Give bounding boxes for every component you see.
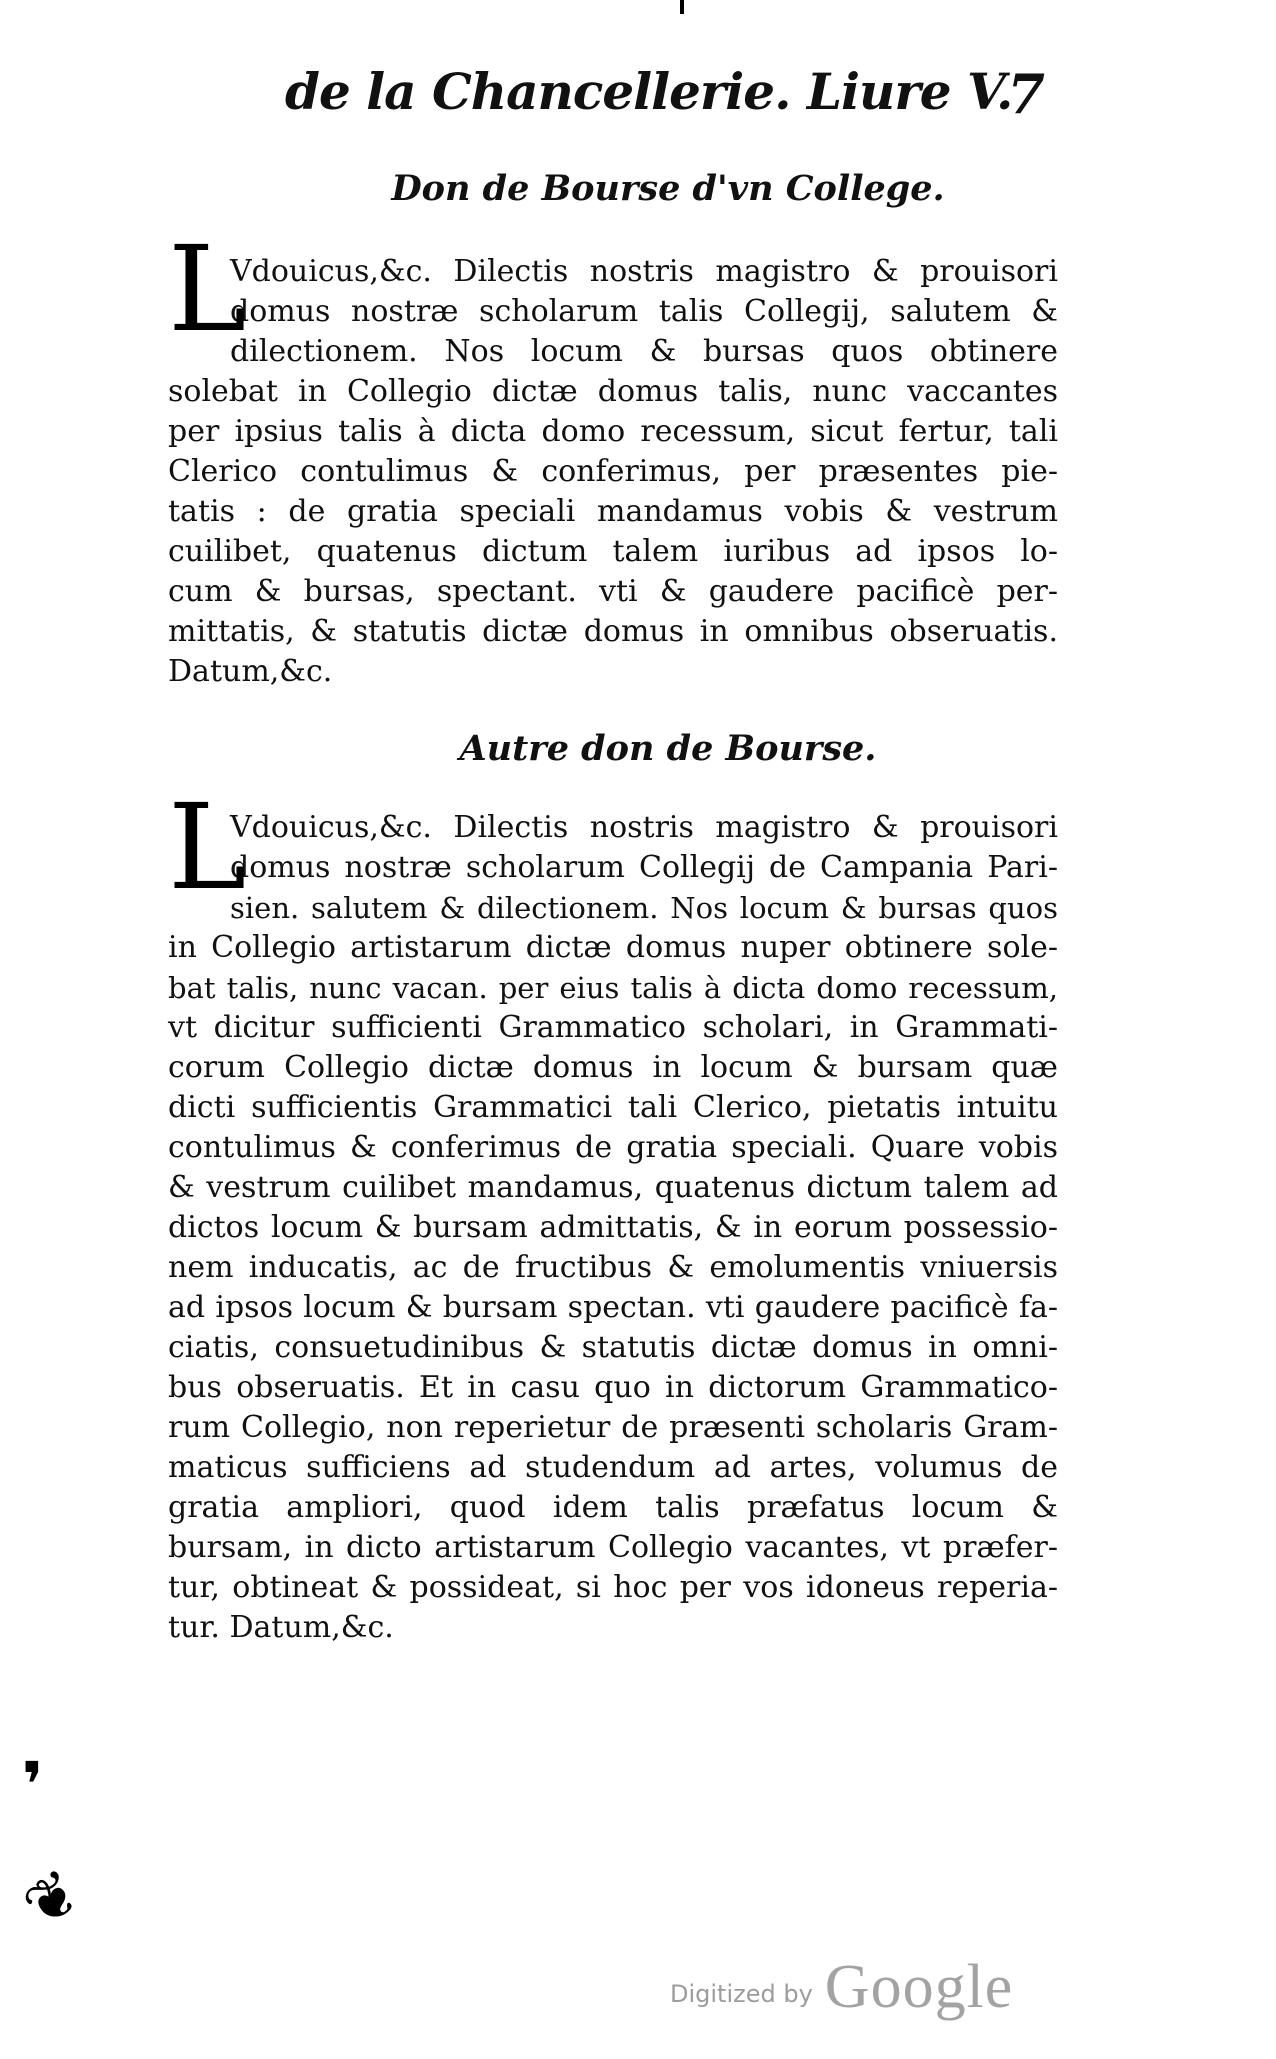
running-title: de la Chancellerie. Liure V. [285, 62, 1013, 121]
text-line: cuilibet, quatenus dictum talem iuribus ad ipsos lo- [168, 534, 1058, 569]
section-body [168, 220, 1058, 692]
text-line: gratia ampliori, quod idem talis præfatus locum & [168, 1490, 1058, 1525]
text-line: ciatis, consuetudinibus & statutis dictæ domus in omni- [168, 1330, 1058, 1365]
text-line: per ipsius talis à dicta domo recessum, sicut fertur, tali [168, 414, 1058, 449]
text-line: vt dicitur sufficienti Grammatico scholari, in Grammati- [168, 1010, 1058, 1045]
text-line: nem inducatis, ac de fructibus & emolumentis vniuersis [168, 1250, 1058, 1285]
text-line: contulimus & conferimus de gratia speciali. Quare vobis [168, 1130, 1058, 1165]
margin-ink-mark: ❦ [9, 1853, 95, 1944]
text-line: ad ipsos locum & bursam spectan. vti gaudere pacificè fa- [168, 1290, 1058, 1325]
text-line: tur, obtineat & possideat, si hoc per vos idoneus reperia- [168, 1570, 1058, 1605]
text-line: bursam, in dicto artistarum Collegio vacantes, vt præfer- [168, 1530, 1058, 1565]
text-line: maticus sufficiens ad studendum ad artes, volumus de [168, 1450, 1058, 1485]
text-line: in Collegio artistarum dictæ domus nuper obtinere sole- [168, 930, 1058, 965]
page-number: 7 [1007, 62, 1045, 126]
text-line: domus nostræ scholarum talis Collegij, salutem & [230, 294, 1058, 329]
text-line: tur. Datum,&c. [168, 1610, 394, 1645]
text-line: domus nostræ scholarum Collegij de Campania Pari- [230, 850, 1058, 885]
text-line: sien. salutem & dilectionem. Nos locum & bursas quos [230, 891, 1058, 925]
ink-mark [680, 0, 684, 14]
text-line: dilectionem. Nos locum & bursas quos obtinere [230, 334, 1058, 369]
text-line: cum & bursas, spectant. vti & gaudere pacificè per- [168, 574, 1058, 609]
running-header [285, 62, 1065, 142]
section-body [168, 778, 1058, 1648]
text-line: dicti sufficientis Grammatici tali Clerico, pietatis intuitu [168, 1090, 1058, 1125]
margin-ink-mark: ❜ [22, 1748, 44, 1821]
drop-cap: L [168, 220, 247, 358]
text-line: corum Collegio dictæ domus in locum & bursam quæ [168, 1050, 1058, 1085]
text-line: Clerico contulimus & conferimus, per præsentes pie- [168, 454, 1058, 489]
text-line: dictos locum & bursam admittatis, & in eorum possessio- [168, 1210, 1058, 1245]
text-line: bus obseruatis. Et in casu quo in dictorum Grammatico- [168, 1370, 1058, 1405]
section-title: Don de Bourse d'vn College. [391, 168, 945, 209]
text-line: mittatis, & statutis dictæ domus in omnibus obseruatis. [168, 614, 1058, 649]
text-line: solebat in Collegio dictæ domus talis, nunc vaccantes [168, 374, 1058, 409]
text-line: Datum,&c. [168, 654, 333, 689]
drop-cap: L [168, 778, 247, 916]
text-line: Vdouicus,&c. Dilectis nostris magistro & prouisori [230, 254, 1058, 289]
text-line: Vdouicus,&c. Dilectis nostris magistro & prouisori [230, 810, 1058, 845]
google-logo: Google [824, 1953, 1014, 2021]
text-line: & vestrum cuilibet mandamus, quatenus dictum talem ad [168, 1170, 1058, 1205]
section-title: Autre don de Bourse. [459, 728, 877, 769]
text-line: tatis : de gratia speciali mandamus vobis & vestrum [168, 494, 1058, 529]
text-line: rum Collegio, non reperietur de præsenti scholaris Gram- [168, 1410, 1058, 1445]
watermark-prefix: Digitized by [670, 1980, 813, 2008]
text-line: bat talis, nunc vacan. per eius talis à dicta domo recessum, [168, 971, 1058, 1005]
digitization-watermark [670, 1948, 1014, 2021]
